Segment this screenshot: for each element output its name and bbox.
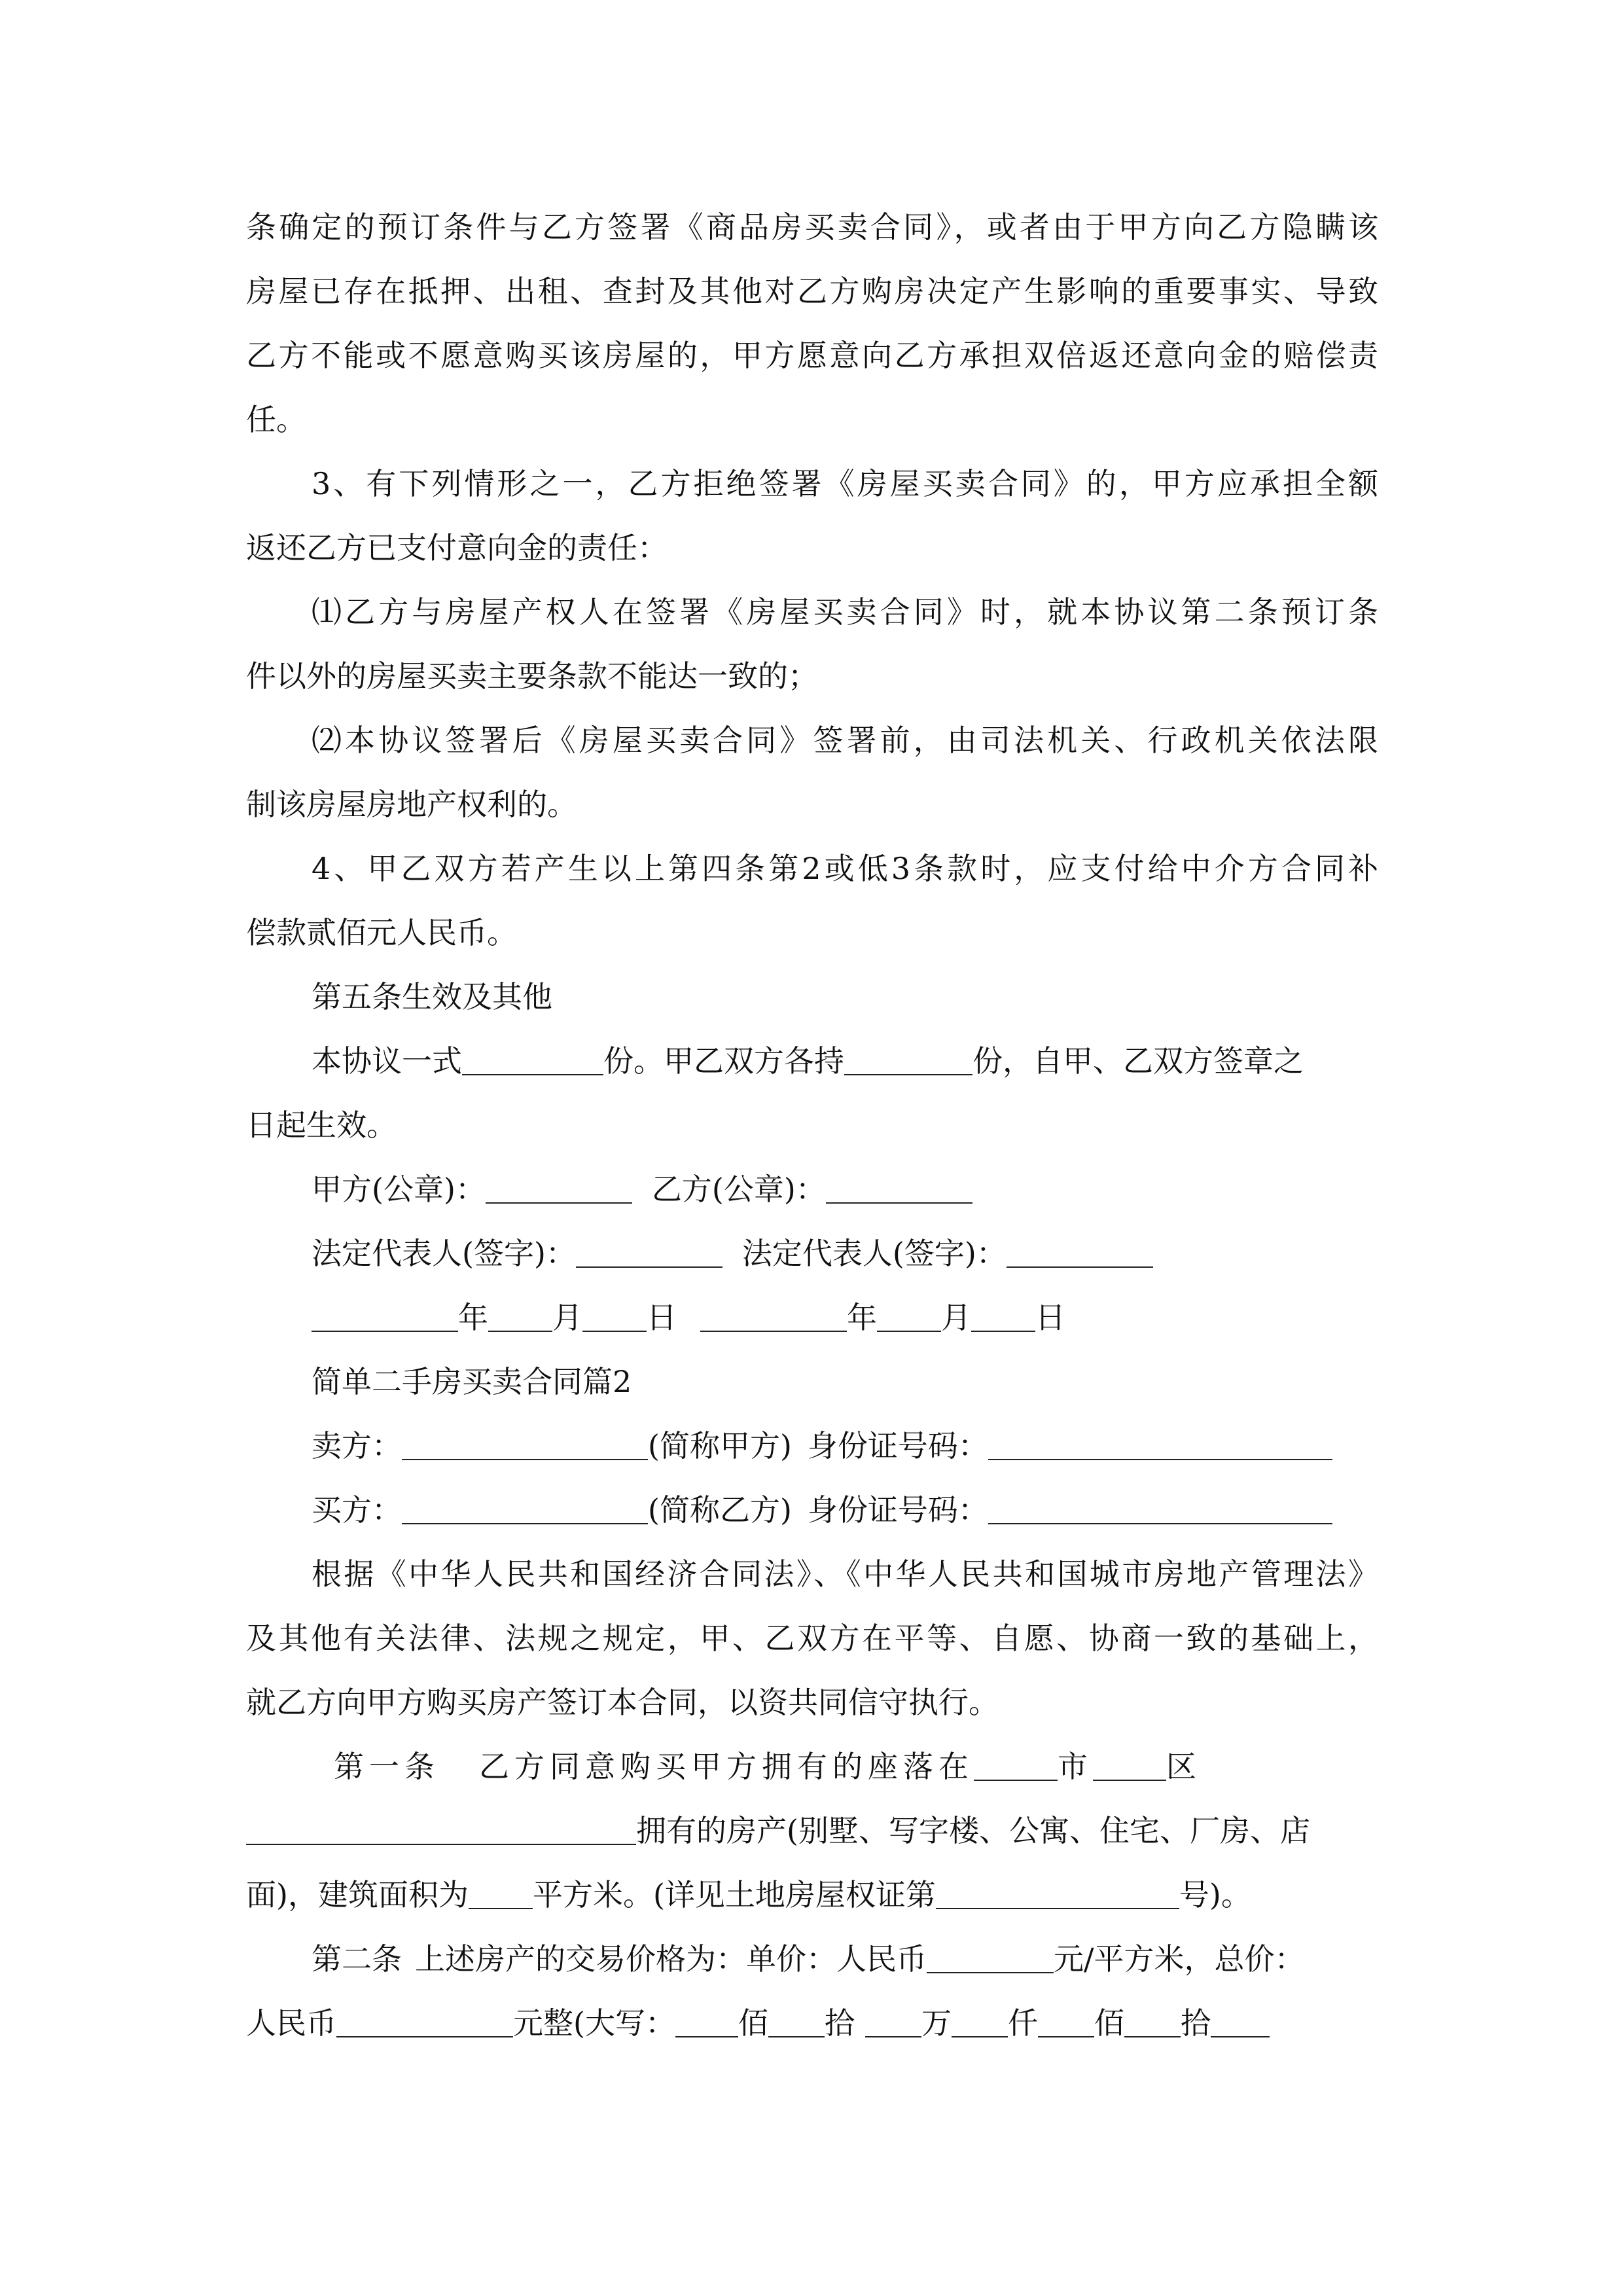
seller-line [312, 1426, 1378, 1465]
month-blank[interactable] [488, 1302, 552, 1332]
property-types-text: 拥有的房产(别墅、写字楼、公寓、住宅、厂房、店 [636, 1813, 1310, 1848]
article-2-label: 第二条 [312, 1941, 402, 1977]
buyer-id-label: 身份证号码： [807, 1492, 988, 1528]
party-b-rep-label: 法定代表人(签字)： [741, 1236, 1007, 1271]
certificate-label: 平方米。(详见土地房屋权证第 [532, 1877, 936, 1912]
party-a-rep-label: 法定代表人(签字)： [312, 1236, 576, 1271]
unit-price-label: 上述房产的交易价格为：单价：人民币 [415, 1941, 927, 1977]
buyer-line [312, 1490, 1378, 1530]
seller-name-blank[interactable] [402, 1430, 648, 1460]
article-1-line [246, 1811, 1378, 1850]
article-2-line [246, 2003, 1378, 2043]
digit-unit: 佰 [1094, 2005, 1124, 2041]
seal-line [312, 1170, 1378, 1209]
seller-label: 卖方： [312, 1428, 402, 1463]
contract-2-title: 简单二手房买卖合同篇2 [312, 1364, 632, 1399]
copies-line [312, 1041, 1378, 1081]
city-label: 市 [1058, 1749, 1093, 1784]
sub-clause-1: ⑴乙方与房屋产权人在签署《房屋买卖合同》时，就本协议第二条预订条 [312, 594, 1378, 630]
date-line [312, 1298, 1378, 1337]
clause-line: 任。 [246, 402, 306, 437]
digit-blank[interactable] [1124, 2007, 1181, 2037]
buyer-alias: (简称乙方) [648, 1492, 792, 1528]
party-b-seal-label: 乙方(公章)： [651, 1172, 826, 1207]
copies-each-blank[interactable] [844, 1045, 972, 1075]
copies-label: 本协议一式 [312, 1043, 462, 1079]
year-blank[interactable] [312, 1302, 458, 1332]
total-price-blank[interactable] [336, 2007, 513, 2037]
digit-unit: 佰 [738, 2005, 768, 2041]
clause-line: 条确定的预订条件与乙方签署《商品房买卖合同》，或者由于甲方向乙方隐瞒该 [246, 209, 1378, 245]
clause-4: 4、甲乙双方若产生以上第四条第2或低3条款时，应支付给中介方合同补 [312, 851, 1378, 886]
party-b-rep-blank[interactable] [1007, 1238, 1153, 1268]
buyer-label: 买方： [312, 1492, 402, 1528]
preamble-line: 及其他有关法律、法规之规定，甲、乙双方在平等、自愿、协商一致的基础上， [246, 1621, 1378, 1656]
seller-id-blank[interactable] [988, 1430, 1332, 1460]
article-2-line [312, 1939, 1378, 1979]
clause-3-heading: 3、有下列情形之一，乙方拒绝签署《房屋买卖合同》的，甲方应承担全额 [312, 466, 1378, 501]
seller-id-label: 身份证号码： [807, 1428, 988, 1463]
buyer-id-blank[interactable] [988, 1494, 1332, 1524]
day-label: 日 [1035, 1300, 1065, 1335]
digit-blank[interactable] [675, 2007, 738, 2037]
year-blank[interactable] [700, 1302, 847, 1332]
copies-total-blank[interactable] [462, 1045, 603, 1075]
uppercase-amount-label: 元整(大写： [513, 2005, 675, 2041]
day-blank[interactable] [582, 1302, 647, 1332]
preamble-line: 根据《中华人民共和国经济合同法》、《中华人民共和国城市房地产管理法》 [312, 1556, 1378, 1592]
location-blank[interactable] [246, 1815, 636, 1845]
copies-each-label: 份。甲乙双方各持 [603, 1043, 844, 1079]
digit-unit: 仟 [1007, 2005, 1038, 2041]
preamble-line: 就乙方向甲方购买房产签订本合同，以资共同信守执行。 [246, 1685, 999, 1720]
month-label: 月 [941, 1300, 971, 1335]
digit-unit: 万 [921, 2005, 952, 2041]
month-label: 月 [552, 1300, 582, 1335]
clause-line: 乙方不能或不愿意购买该房屋的，甲方愿意向乙方承担双倍返还意向金的赔偿责 [246, 338, 1378, 373]
certificate-blank[interactable] [936, 1879, 1179, 1909]
district-label: 区 [1166, 1749, 1202, 1784]
article-1-text: 乙方同意购买甲方拥有的座落在 [479, 1749, 974, 1784]
certificate-suffix: 号)。 [1179, 1877, 1251, 1912]
party-b-seal-blank[interactable] [826, 1174, 972, 1204]
digit-unit: 拾 [1180, 2005, 1211, 2041]
city-blank[interactable] [974, 1751, 1058, 1781]
seller-alias: (简称甲方) [648, 1428, 792, 1463]
year-label: 年 [847, 1300, 877, 1335]
year-label: 年 [458, 1300, 488, 1335]
total-price-label: 元/平方米，总价： [1054, 1941, 1305, 1977]
clause-line: 制该房屋房地产权利的。 [246, 787, 577, 822]
clause-line: 件以外的房屋买卖主要条款不能达一致的； [246, 658, 818, 694]
effective-label: 份，自甲、乙双方签章之 [972, 1043, 1304, 1079]
day-blank[interactable] [971, 1302, 1035, 1332]
area-label: 面)，建筑面积为 [246, 1877, 469, 1912]
month-blank[interactable] [877, 1302, 941, 1332]
party-a-seal-label: 甲方(公章)： [312, 1172, 486, 1207]
clause-line: 返还乙方已支付意向金的责任： [246, 530, 668, 565]
representative-line [312, 1234, 1378, 1273]
article-1-label: 第一条 [334, 1749, 440, 1784]
article-1-line [246, 1875, 1378, 1914]
buyer-name-blank[interactable] [402, 1494, 648, 1524]
clause-line: 偿款贰佰元人民币。 [246, 915, 517, 950]
day-label: 日 [647, 1300, 677, 1335]
unit-price-blank[interactable] [927, 1943, 1054, 1973]
party-a-seal-blank[interactable] [486, 1174, 632, 1204]
digit-blank[interactable] [1038, 2007, 1094, 2037]
article-1-line [334, 1747, 1378, 1786]
sub-clause-2: ⑵本协议签署后《房屋买卖合同》签署前，由司法机关、行政机关依法限 [312, 723, 1378, 758]
digit-unit: 拾 [824, 2005, 855, 2041]
party-a-rep-blank[interactable] [576, 1238, 722, 1268]
clause-line: 日起生效。 [246, 1107, 397, 1143]
digit-blank[interactable] [952, 2007, 1008, 2037]
clause-line: 房屋已存在抵押、出租、查封及其他对乙方购房决定产生影响的重要事实、导致 [246, 274, 1378, 309]
digit-blank[interactable] [865, 2007, 921, 2037]
district-blank[interactable] [1093, 1751, 1166, 1781]
area-blank[interactable] [469, 1879, 533, 1909]
digit-blank[interactable] [768, 2007, 825, 2037]
currency-label: 人民币 [246, 2005, 336, 2041]
digit-blank[interactable] [1211, 2007, 1270, 2037]
article-5-heading: 第五条生效及其他 [312, 979, 552, 1014]
